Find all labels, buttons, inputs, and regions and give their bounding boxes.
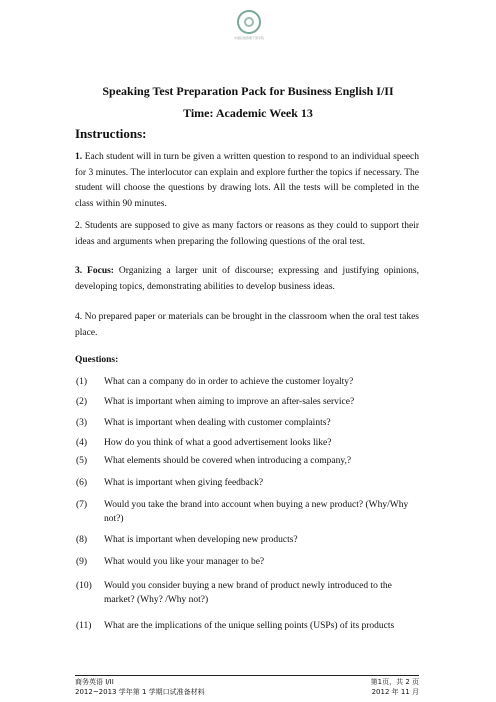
question-item [76, 619, 420, 633]
question-text: What would you like your manager to be? [104, 557, 265, 567]
question-item [76, 555, 420, 569]
question-item [76, 476, 420, 490]
paragraph-text: 2. Students are supposed to give as many factors or reasons as they could to support their ideas and arguments when preparing the following questions of the oral test. [75, 221, 419, 247]
question-number: (1) [76, 377, 88, 387]
question-number: (9) [76, 557, 88, 567]
question-number: (3) [76, 418, 88, 428]
paragraph-text: Organizing a larger unit of discourse; expressing and justifying opinions, developing topics, demonstrating abilities to develop business ideas. [75, 266, 419, 292]
question-number: (8) [76, 535, 88, 545]
question-number: (2) [76, 397, 88, 407]
question-number: (4) [76, 438, 88, 448]
question-text: Would you consider buying a new brand of product newly introduced to the market? (Why? /Why not?) [104, 581, 392, 605]
logo-caption: 中国民航管理干部学院 [233, 36, 264, 40]
question-text: What is important when giving feedback? [104, 478, 264, 488]
institution-seal-icon [237, 10, 261, 34]
document-title: Speaking Test Preparation Pack for Business English I/II [102, 84, 394, 98]
question-number: (5) [76, 456, 88, 466]
footer-row [75, 677, 419, 687]
footer-page-number: 第1页，共 2 页 [370, 678, 419, 686]
question-text: What is important when dealing with customer complaints? [104, 418, 331, 428]
question-number: (10) [76, 581, 92, 591]
footer-course: 商务英语 I/II [75, 678, 114, 686]
paragraph-lead: 3. Focus: [75, 266, 114, 276]
question-text: What is important when developing new products? [104, 535, 298, 545]
question-item [76, 454, 420, 468]
paragraph-text: Each student will in turn be given a written question to respond to an individual speech for 3 minutes. The interlocutor can explain and explore further the topics if necessary. The student will choose the questions by drawing lots. All the tests will be completed in the class within 90 minutes. [75, 152, 419, 209]
questions-heading: Questions: [75, 355, 119, 365]
question-item [76, 579, 420, 607]
question-number: (6) [76, 478, 88, 488]
question-number: (11) [76, 621, 92, 631]
question-text: What elements should be covered when introducing a company,? [104, 456, 352, 466]
question-number: (7) [76, 500, 88, 510]
question-item [76, 416, 420, 430]
instructions-heading: Instructions: [75, 126, 147, 141]
footer-row [75, 687, 419, 697]
question-item [76, 375, 420, 389]
instruction-paragraph [75, 264, 419, 295]
instruction-paragraph [75, 310, 419, 341]
question-text: What is important when aiming to improve an after-sales service? [104, 397, 355, 407]
question-text: How do you think of what a good advertisement looks like? [104, 438, 332, 448]
footer-date: 2012 年 11 月 [371, 688, 419, 696]
footer-divider [75, 675, 419, 676]
question-item [76, 395, 420, 409]
paragraph-lead: 1. [75, 152, 83, 162]
institution-logo [232, 10, 266, 50]
instruction-paragraph [75, 219, 419, 250]
question-item [76, 498, 420, 526]
document-subtitle: Time: Academic Week 13 [183, 106, 313, 120]
footer-term: 2012~2013 学年第 1 学期口试准备材料 [75, 688, 205, 696]
instruction-paragraph [75, 150, 419, 212]
question-text: What are the implications of the unique selling points (USPs) of its products [104, 621, 395, 631]
paragraph-text: 4. No prepared paper or materials can be brought in the classroom when the oral test takes place. [75, 312, 419, 338]
question-text: Would you take the brand into account when buying a new product? (Why/Why not?) [104, 500, 409, 524]
question-item [76, 533, 420, 547]
question-text: What can a company do in order to achieve the customer loyalty? [104, 377, 354, 387]
question-item [76, 436, 420, 450]
